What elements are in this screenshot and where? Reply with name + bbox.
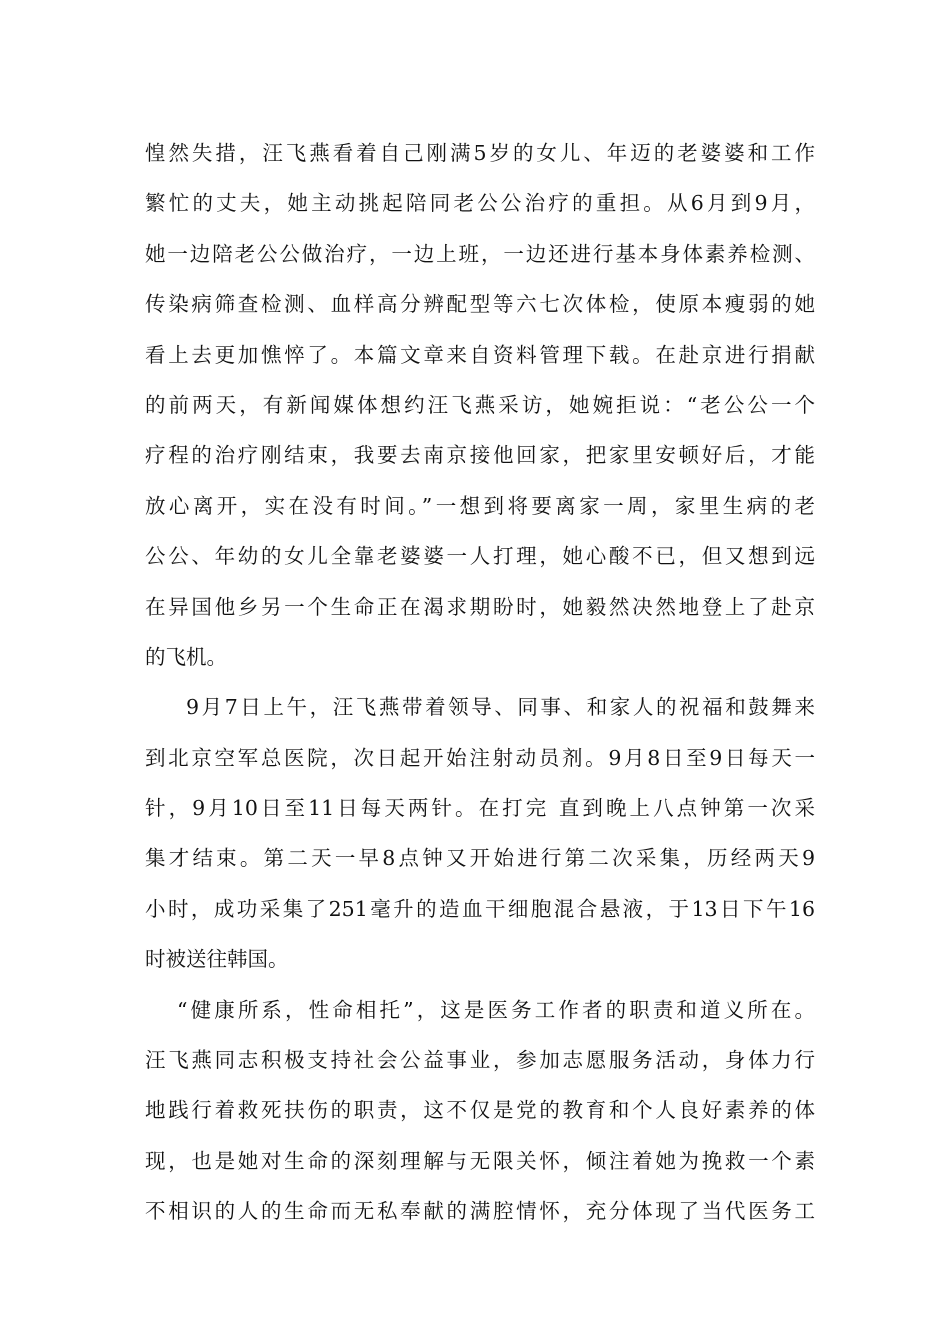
text-line: 放心离开，实在没有时间。”一想到将要离家一周，家里生病的老: [145, 493, 815, 518]
text-line: 时被送往韩国。: [145, 947, 289, 972]
text-line: 在异国他乡另一个生命正在渴求期盼时，她毅然决然地登上了赴京: [145, 594, 815, 619]
text-line: 集才结束。第二天一早8点钟又开始进行第二次采集，历经两天9: [145, 846, 815, 871]
text-line: 不相识的人的生命而无私奉献的满腔情怀，充分体现了当代医务工: [145, 1199, 815, 1224]
text-line: “健康所系，性命相托”，这是医务工作者的职责和道义所在。: [177, 997, 815, 1022]
text-line: 公公、年幼的女儿全靠老婆婆一人打理，她心酸不已，但又想到远: [145, 544, 815, 569]
text-line: 繁忙的丈夫，她主动挑起陪同老公公治疗的重担。从6月到9月，: [145, 191, 815, 216]
text-line: 惶然失措，汪飞燕看着自己刚满5岁的女儿、年迈的老婆婆和工作: [145, 141, 815, 165]
text-line: 小时，成功采集了251毫升的造血干细胞混合悬液，于13日下午16: [145, 896, 815, 921]
text-line: 地践行着救死扶伤的职责，这不仅是党的教育和个人良好素养的体: [145, 1098, 815, 1123]
text-line: 汪飞燕同志积极支持社会公益事业，参加志愿服务活动，身体力行: [145, 1048, 815, 1073]
text-line: 的前两天，有新闻媒体想约汪飞燕采访，她婉拒说：“老公公一个: [145, 392, 815, 417]
text-line: 9月7日上午，汪飞燕带着领导、同事、和家人的祝福和鼓舞来: [186, 695, 815, 720]
text-line: 她一边陪老公公做治疗，一边上班，一边还进行基本身体素养检测、: [145, 241, 815, 266]
text-line: 针，9月10日至11日每天两针。在打完 直到晚上八点钟第一次采: [145, 796, 815, 821]
text-line: 现，也是她对生命的深刻理解与无限关怀，倾注着她为挽救一个素: [145, 1148, 815, 1173]
text-line: 看上去更加憔悴了。本篇文章来自资料管理下载。在赴京进行捐献: [145, 342, 815, 367]
text-line: 到北京空军总医院，次日起开始注射动员剂。9月8日至9日每天一: [145, 745, 815, 770]
text-line: 传染病筛查检测、血样高分辨配型等六七次体检，使原本瘦弱的她: [145, 292, 815, 317]
paragraph-3: [145, 985, 815, 1237]
text-line: 的飞机。: [145, 644, 227, 669]
document-body: [145, 128, 815, 1237]
paragraph-2: [145, 682, 815, 984]
paragraph-1: [145, 128, 815, 682]
text-line: 疗程的治疗刚结束，我要去南京接他回家，把家里安顿好后，才能: [145, 443, 815, 468]
